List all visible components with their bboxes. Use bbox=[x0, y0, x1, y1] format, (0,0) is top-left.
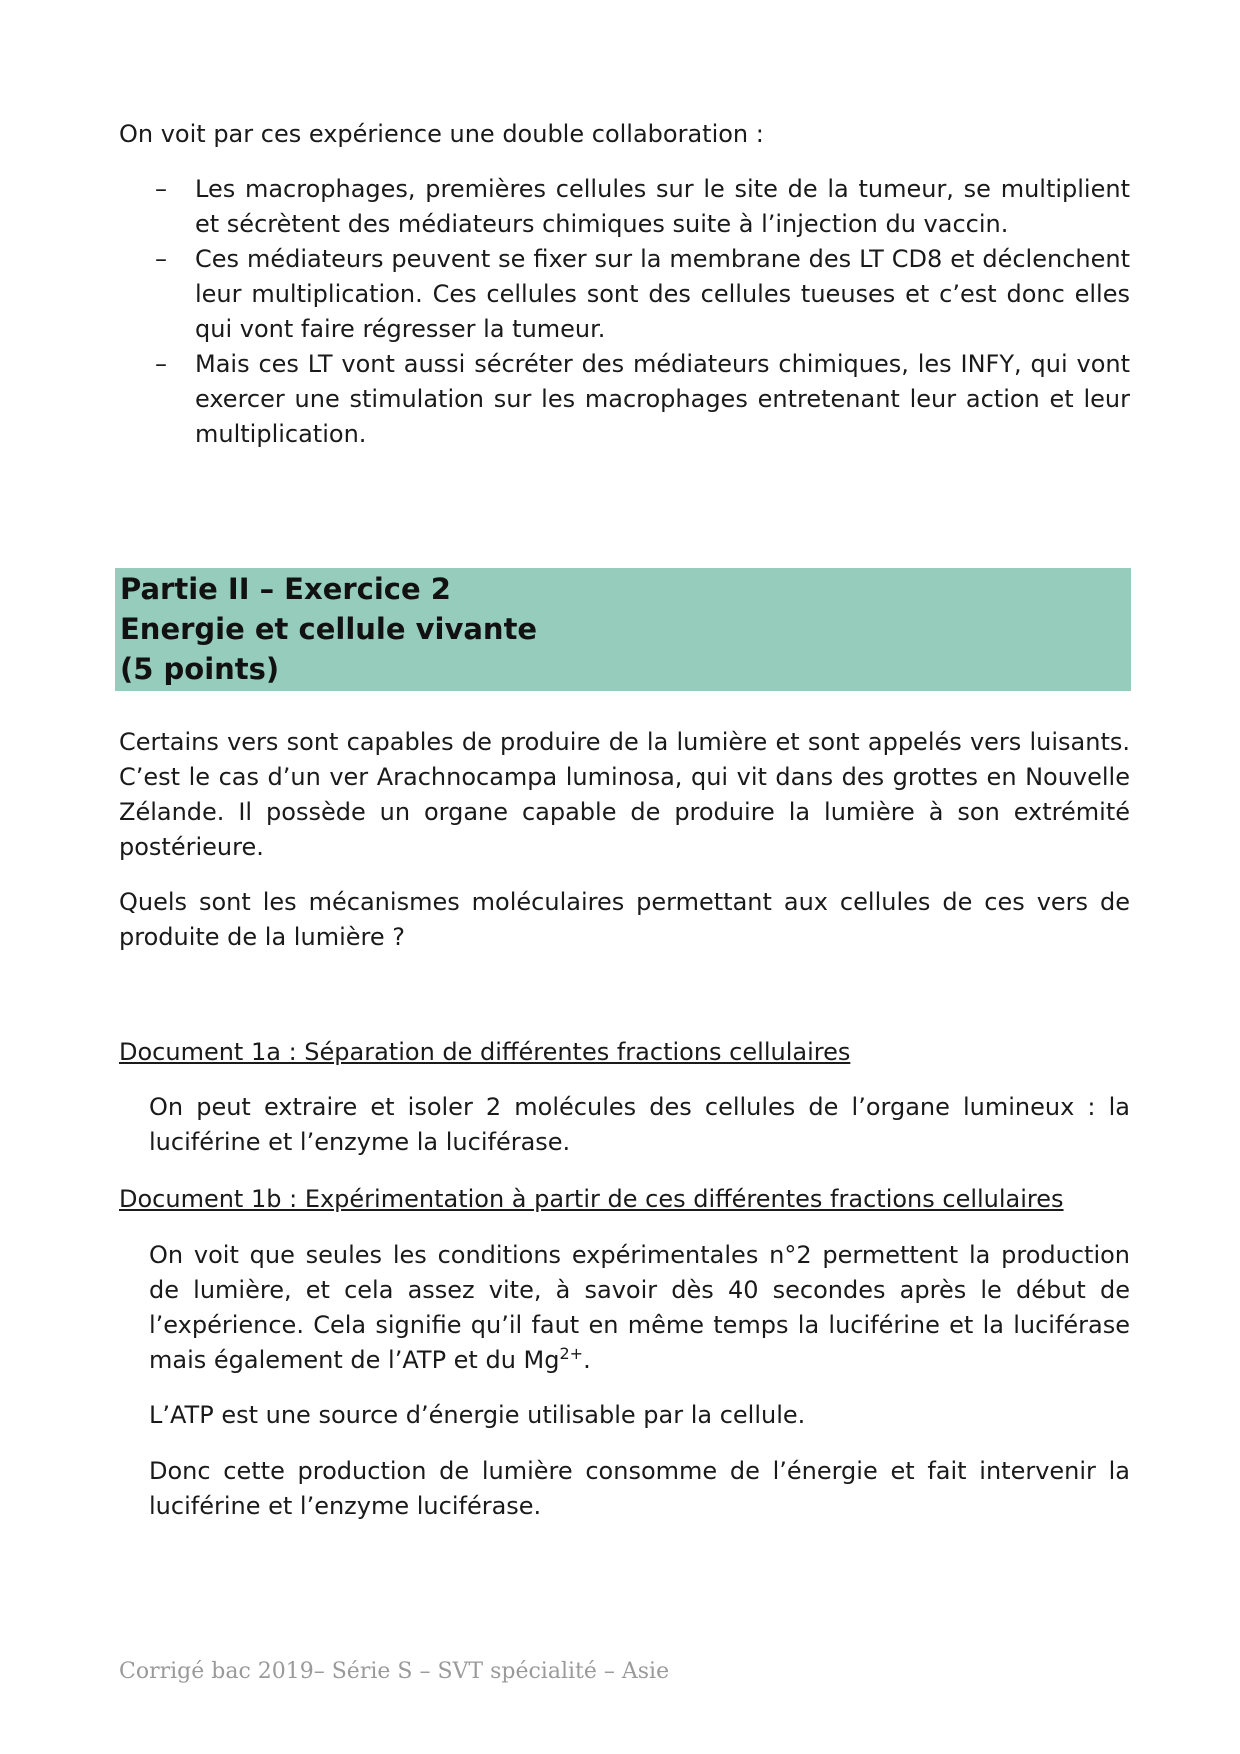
section-title-line-1: Partie II – Exercice 2 bbox=[120, 572, 451, 606]
doc1b-text: On voit que seules les conditions expérimentales n°2 permettent la production de lumière, et cela assez vite, à savoir dès 40 secondes après le début de l’expérience. Cela signifie qu’il faut en même temps la luciférine et la luciférase mais également de l’ATP et du Mg bbox=[149, 1241, 1130, 1374]
intro-sentence: On voit par ces expérience une double collaboration : bbox=[119, 120, 764, 148]
doc1b-heading: Document 1b : Expérimentation à partir de ces différentes fractions cellulaires bbox=[119, 1185, 1064, 1213]
bullet-text: Mais ces LT vont aussi sécréter des médiateurs chimiques, les INFY, qui vont exercer une stimulation sur les macrophages entretenant leur action et leur multiplication. bbox=[195, 350, 1130, 448]
mg-superscript: 2+ bbox=[559, 1344, 584, 1363]
page-footer: Corrigé bac 2019– Série S – SVT spécialité – Asie bbox=[119, 1659, 670, 1684]
section-title-line-3: (5 points) bbox=[120, 652, 280, 686]
conclusion-paragraph: Donc cette production de lumière consomme de l’énergie et fait intervenir la luciférine et l’enzyme luciférase. bbox=[149, 1457, 1130, 1520]
question-paragraph: Quels sont les mécanismes moléculaires permettant aux cellules de ces vers de produite de la lumière ? bbox=[119, 888, 1130, 951]
doc1b-paragraph bbox=[149, 1238, 1130, 1378]
section-title-line-2: Energie et cellule vivante bbox=[120, 612, 538, 646]
bullet-dash: – bbox=[155, 245, 167, 273]
bullet-text: Les macrophages, premières cellules sur le site de la tumeur, se multiplient et sécrètent des médiateurs chimiques suite à l’injection du vaccin. bbox=[195, 175, 1130, 238]
bullet-list bbox=[119, 172, 1130, 452]
list-item bbox=[119, 242, 1130, 347]
atp-paragraph: L’ATP est une source d’énergie utilisable par la cellule. bbox=[149, 1401, 806, 1429]
list-item bbox=[119, 347, 1130, 452]
intro-paragraph: Certains vers sont capables de produire de la lumière et sont appelés vers luisants. C’est le cas d’un ver Arachnocampa luminosa, qui vit dans des grottes en Nouvelle Zélande. Il possède un organe capable de produire la lumière à son extrémité postérieure. bbox=[119, 728, 1130, 861]
list-item bbox=[119, 172, 1130, 242]
bullet-text: Ces médiateurs peuvent se fixer sur la membrane des LT CD8 et déclenchent leur multiplication. Ces cellules sont des cellules tueuses et c’est donc elles qui vont faire régresser la tumeur. bbox=[195, 245, 1130, 343]
doc1b-text-end: . bbox=[583, 1346, 591, 1374]
bullet-dash: – bbox=[155, 175, 167, 203]
doc1a-text: On peut extraire et isoler 2 molécules des cellules de l’organe lumineux : la luciférine et l’enzyme la luciférase. bbox=[149, 1093, 1130, 1156]
doc1a-heading: Document 1a : Séparation de différentes fractions cellulaires bbox=[119, 1038, 851, 1066]
bullet-dash: – bbox=[155, 350, 167, 378]
